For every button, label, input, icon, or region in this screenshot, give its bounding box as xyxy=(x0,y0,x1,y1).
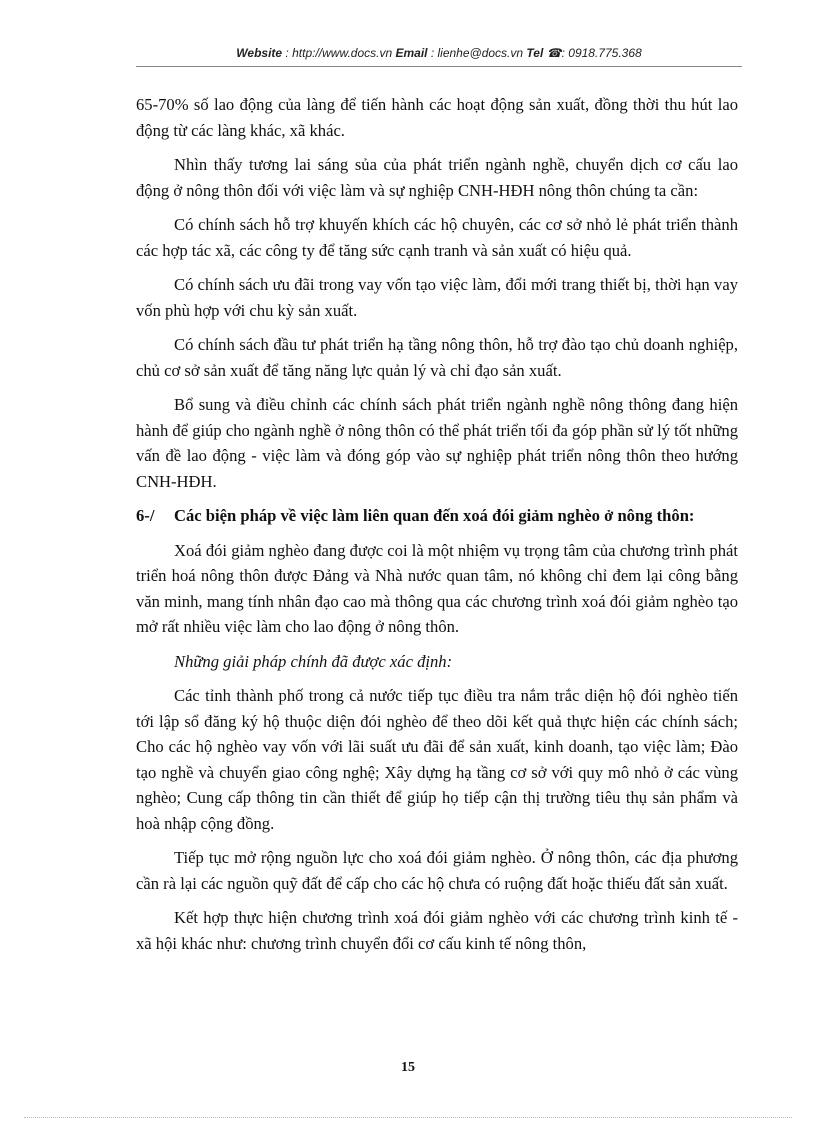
email-label: Email xyxy=(395,46,428,60)
page-number: 15 xyxy=(401,1060,415,1075)
paragraph-2: Nhìn thấy tương lai sáng sủa của phát triển ngành nghề, chuyển dịch cơ cấu lao động ở nông thôn đối với việc làm và sự nghiệp CNH-HĐH nông thôn chúng ta cần: xyxy=(136,155,738,200)
subheading: Những giải pháp chính đã được xác định: xyxy=(174,651,453,671)
tel-number: : 0918.775.368 xyxy=(561,46,642,60)
header-divider xyxy=(136,66,742,67)
page-header xyxy=(136,46,742,60)
section-title: Các biện pháp về việc làm liên quan đến xoá đói giảm nghèo ở nông thôn: xyxy=(174,506,695,525)
paragraph-10: Kết hợp thực hiện chương trình xoá đói giảm nghèo với các chương trình kinh tế - xã hội khác như: chương trình chuyển đổi cơ cấu kinh tế nông thôn, xyxy=(136,908,738,953)
paragraph-8: Các tỉnh thành phố trong cả nước tiếp tục điều tra nắm trắc diện hộ đói nghèo tiến tới lập sổ đăng ký hộ thuộc diện đói nghèo để theo dõi kết quả thực hiện các chính sách; Cho các hộ nghèo vay vốn với lãi suất ưu đãi để sản xuất, kinh doanh, tạo việc làm; Đào tạo nghề và chuyển giao công nghệ; Xây dựng hạ tầng cơ sở với quy mô nhỏ ở các vùng nghèo; Cung cấp thông tin cần thiết để giúp họ tiếp cận thị trường tiêu thụ sản phẩm và hoà nhập cộng đồng. xyxy=(136,686,738,833)
paragraph-5: Có chính sách đầu tư phát triển hạ tầng nông thôn, hỗ trợ đào tạo chủ doanh nghiệp, chủ cơ sở sản xuất để tăng năng lực quản lý và chỉ đạo sản xuất. xyxy=(136,335,738,380)
bottom-divider xyxy=(24,1117,792,1118)
email-address[interactable]: : lienhe@docs.vn xyxy=(427,46,527,60)
section-number: 6-/ xyxy=(136,506,155,525)
paragraph-9: Tiếp tục mở rộng nguồn lực cho xoá đói giảm nghèo. Ở nông thôn, các địa phương cần rà lại các nguồn quỹ đất để cấp cho các hộ chưa có ruộng đất hoặc thiếu đất sản xuất. xyxy=(136,848,738,893)
website-url[interactable]: : http://www.docs.vn xyxy=(282,46,396,60)
paragraph-4: Có chính sách ưu đãi trong vay vốn tạo việc làm, đổi mới trang thiết bị, thời hạn vay vốn phù hợp với chu kỳ sản xuất. xyxy=(136,275,738,320)
paragraph-6: Bổ sung và điều chỉnh các chính sách phát triển ngành nghề nông thông đang hiện hành để giúp cho ngành nghề ở nông thôn có thể phát triển tối đa góp phần sử lý tốt những vấn đề lao động - việc làm và đóng góp vào sự nghiệp phát triển nông thôn theo hướng CNH-HĐH. xyxy=(136,395,738,491)
website-label: Website xyxy=(236,46,283,60)
paragraph-7: Xoá đói giảm nghèo đang được coi là một nhiệm vụ trọng tâm của chương trình phát triển hoá nông thôn được Đảng và Nhà nước quan tâm, nó không chỉ đem lại công bằng văn minh, mang tính nhân đạo cao mà thông qua các chương trình xoá đói giảm nghèo tạo mở rất nhiều việc làm cho lao động ở nông thôn. xyxy=(136,540,738,636)
paragraph-1: 65-70% số lao động của làng để tiến hành các hoạt động sản xuất, đồng thời thu hút lao động từ các làng khác, xã khác. xyxy=(136,95,738,140)
paragraph-3: Có chính sách hỗ trợ khuyến khích các hộ chuyên, các cơ sở nhỏ lẻ phát triển thành các hợp tác xã, các công ty để tăng sức cạnh tranh và sản xuất có hiệu quả. xyxy=(136,215,738,260)
page-body xyxy=(136,92,738,965)
section-heading xyxy=(136,503,738,529)
tel-label: Tel xyxy=(526,46,544,60)
phone-icon: ☎ xyxy=(546,46,562,60)
